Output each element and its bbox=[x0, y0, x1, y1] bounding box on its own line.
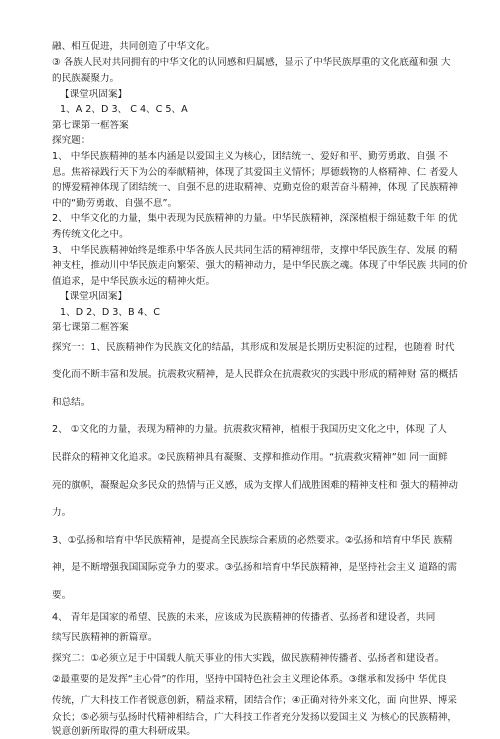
section-header: 【课堂巩固案】 bbox=[60, 291, 128, 302]
text-line: 4、 青年是国家的希望、民族的未来，应该成为民族精神的传播者、弘扬者和建设者，共同 bbox=[52, 612, 436, 623]
text-line: 息。焦裕禄践行天下为公的奉献精神，体现了其爱国主义情怀；厚德载物的人格精神、仁 者爱人 bbox=[52, 167, 458, 178]
text-line: 1、 中华民族精神的基本内涵是以爱国主义为核心，团结统一、爱好和平、勤劳勇敢、自强 不 bbox=[52, 151, 448, 162]
section-header: 【课堂巩固案】 bbox=[60, 89, 128, 100]
text-line: 探究一：1、民族精神作为民族文化的结晶，其形成和发展是长期历史积淀的过程，也随着 时代 bbox=[52, 342, 455, 353]
answer-key: 1、A 2、D 3、 C 4、C 5、A bbox=[60, 104, 188, 115]
text-line: 2、 ①文化的力量，表现为精神的力量。抗震救灾精神，植根于我国历史文化之中，体现 了人 bbox=[52, 424, 447, 435]
text-line: 力。 bbox=[52, 507, 72, 518]
text-line: 要。 bbox=[52, 590, 72, 601]
text-line: 探究二：①必须立足于中国载人航天事业的伟大实践，做民族精神传播者、弘扬者和建设者。 bbox=[52, 653, 445, 664]
text-line: 3、 中华民族精神始终是维系中华各族人民共同生活的精神纽带，支撑中华民族生存、发展 的精 bbox=[52, 245, 458, 256]
text-line: 的博爱精神体现了团结统一、自强不息的进取精神、克勤克俭的艰苦奋斗精神，体现 了民族精神 bbox=[52, 182, 458, 193]
text-line: 锐意创新所取得的重大科研成果。 bbox=[52, 726, 196, 737]
section-title: 第七课第二框答案 bbox=[52, 322, 129, 333]
section-title: 第七课第一框答案 bbox=[52, 120, 129, 131]
text-line: 中的“勤劳勇敢、自强不息”。 bbox=[52, 198, 178, 209]
text-line: 3、①弘扬和培育中华民族精神，是提高全民族综合素质的必然要求。②弘扬和培育中华民 族精 bbox=[52, 535, 453, 546]
text-line: 续写民族精神的新篇章。 bbox=[52, 632, 158, 643]
text-line: 2、 中华文化的力量，集中表现为民族精神的力量。中华民族精神，深深植根于绵延数千年 的优 bbox=[52, 213, 458, 224]
text-line: 神支柱，推动川中华民族走向繁荣、强大的精神动力，是中华民族之魂。体现了中华民族 共同的价 bbox=[52, 260, 468, 271]
text-line: 神，是不断增强我国国际竞争力的要求。③弘扬和培育中华民族精神，是坚持社会主义 道路的需 bbox=[52, 562, 457, 573]
text-line: 融、相互促进，共同创造了中华文化。 bbox=[52, 41, 216, 52]
text-line: 传统，广大科技工作者锐意创新，精益求精，团结合作；④正确对待外来文化，面 向世界、博采 bbox=[52, 695, 457, 706]
text-line: 和总结。 bbox=[52, 397, 91, 408]
text-line: 变化而不断丰富和发展。抗震救灾精神，是人民群众在抗震救灾的实践中形成的精神财 富的概括 bbox=[52, 369, 458, 380]
text-line: 的民族凝聚力。 bbox=[52, 73, 120, 84]
text-line: 民群众的精神文化追求。②民族精神具有凝聚、支撑和推动作用。“抗震救灾精神”如 同一面鲜 bbox=[52, 452, 448, 463]
text-line: 亮的旗帜，凝聚起众多民众的热情与正义感，成为支撑人们战胜困难的精神支柱和 强大的精神动 bbox=[52, 480, 458, 491]
text-line: 众长；⑤必须与弘扬时代精神相结合，广大科技工作者充分发扬以爱国主义 为核心的民族精神， bbox=[52, 712, 457, 723]
text-line: 秀传统文化之中。 bbox=[52, 229, 129, 240]
text-line: 探究题： bbox=[52, 135, 91, 146]
text-line: 值追求，是中华民族永远的精神火炬。 bbox=[52, 276, 216, 287]
text-line: ②最重要的是发挥“主心骨”的作用，坚持中国特色社会主义理论体系。③继承和发扬中 华优良 bbox=[52, 674, 447, 685]
text-line: ③ 各族人民对共同拥有的中华文化的认同感和归属感，显示了中华民族厚重的文化底蕴和强 大 bbox=[52, 57, 451, 68]
answer-key: 1、D 2、D 3、B 4、C bbox=[60, 307, 160, 318]
